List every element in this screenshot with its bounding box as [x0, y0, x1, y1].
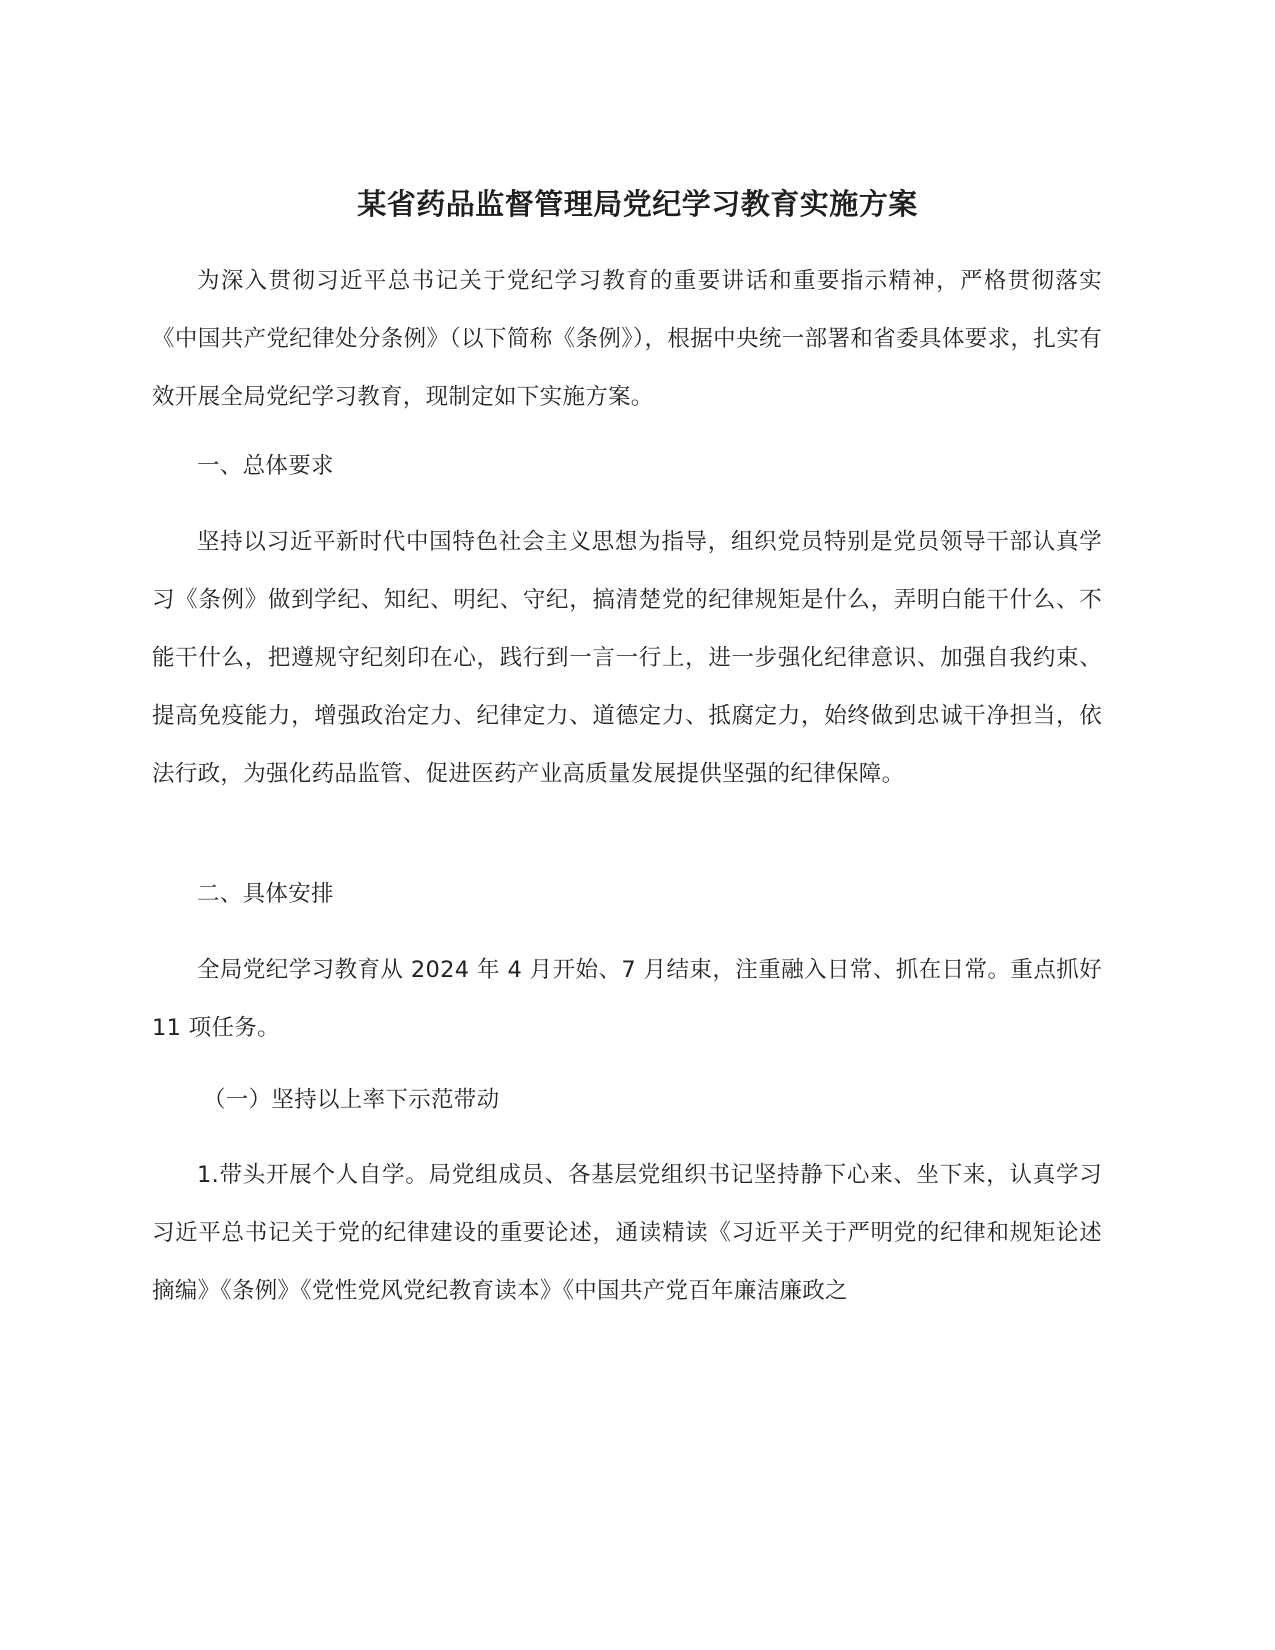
subsection-heading-leading-by-example: （一）坚持以上率下示范带动	[203, 1087, 500, 1113]
section-heading-general-requirements: 一、总体要求	[197, 453, 334, 479]
item1-paragraph: 1.带头开展个人自学。局党组成员、各基层党组织书记坚持静下心来、坐下来，认真学习习近平总书记关于党的纪律建设的重要论述，通读精读《习近平关于严明党的纪律和规矩论述摘编》《条例》《党性党风党纪教育读本》《中国共产党百年廉洁廉政之	[152, 1162, 1102, 1304]
section-heading-specific-arrangements: 二、具体安排	[197, 881, 334, 907]
intro-paragraph: 为深入贯彻习近平总书记关于党纪学习教育的重要讲话和重要指示精神，严格贯彻落实《中国共产党纪律处分条例》（以下简称《条例》），根据中央统一部署和省委具体要求，扎实有效开展全局党纪学习教育，现制定如下实施方案。	[152, 268, 1102, 410]
section2-paragraph: 全局党纪学习教育从 2024 年 4 月开始、7 月结束，注重融入日常、抓在日常。重点抓好 11 项任务。	[152, 957, 1102, 1041]
document-title: 某省药品监督管理局党纪学习教育实施方案	[357, 187, 918, 221]
section1-paragraph: 坚持以习近平新时代中国特色社会主义思想为指导，组织党员特别是党员领导干部认真学习《条例》做到学纪、知纪、明纪、守纪，搞清楚党的纪律规矩是什么，弄明白能干什么、不能干什么，把遵规守纪刻印在心，践行到一言一行上，进一步强化纪律意识、加强自我约束、提高免疫能力，增强政治定力、纪律定力、道德定力、抵腐定力，始终做到忠诚干净担当，依法行政，为强化药品监管、促进医药产业高质量发展提供坚强的纪律保障。	[152, 529, 1102, 787]
